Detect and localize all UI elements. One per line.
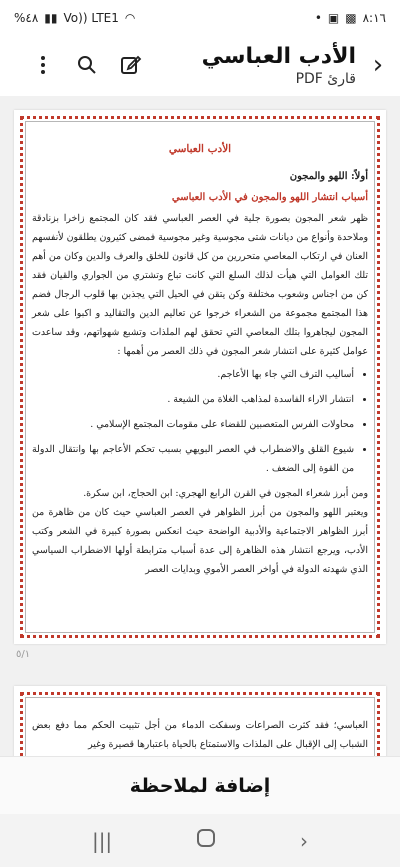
home-icon[interactable] <box>196 828 216 853</box>
document-heading: الأدب العباسي <box>168 143 232 155</box>
recent-apps-icon[interactable]: ||| <box>91 828 113 853</box>
paragraph: ويعتبر اللهو والمجون من أبرز الظواهر في العصر العباسي حيث كان من ظاهرة من أبرز الظواهر الاجتماعية والأدبية الواضحة حيث انعكس بصورة كبيرة في الشعر وكتب الأدب، ويرجع انتشار هذه الظاهرة إلى عدة أسباب مترابطة أولها الاضطراب السياسي الذي شهدته الدولة في أواخر العصر الأموي وبدايات العصر <box>32 507 368 575</box>
section-title-1: أولاً: اللهو والمجون <box>289 171 368 182</box>
status-bar <box>0 0 400 36</box>
list-item: • أساليب الترف التي جاء بها الأعاجم. <box>32 365 354 384</box>
status-left <box>14 11 135 25</box>
battery-percentage: %٤٨ <box>14 11 39 25</box>
app-bar <box>0 36 400 94</box>
page-indicator: ٥/١ <box>16 649 31 660</box>
pdf-viewer[interactable] <box>0 96 400 756</box>
system-nav-bar <box>0 814 400 867</box>
page-subtitle: قارئ PDF <box>295 70 356 87</box>
page-title: الأدب العباسي <box>201 43 356 69</box>
back-icon[interactable]: › <box>300 828 309 853</box>
image-icon: ▩ <box>345 11 357 25</box>
edit-icon[interactable] <box>118 52 144 78</box>
app-notification-icon: ▣ <box>327 11 340 25</box>
pdf-page-2 <box>14 686 386 756</box>
title-block <box>144 44 366 87</box>
clock: ٨:١٦ <box>362 11 386 25</box>
reasons-list <box>32 365 368 478</box>
toolbar-actions <box>10 52 144 78</box>
list-item: • شيوع القلق والاضطراب في العصر البويهي بسبب تحكم الأعاجم بها وانتقال الدولة من القوة إلى الضعف . <box>32 440 354 478</box>
pdf-page-1 <box>14 110 386 644</box>
search-icon[interactable] <box>74 52 100 78</box>
list-item: • انتشار الاراء الفاسدة لمذاهب الغلاة من الشيعة . <box>32 390 354 409</box>
network-label: Vo)) LTE1 <box>63 11 119 25</box>
status-right <box>315 11 386 25</box>
signal-icon: ▮▮ <box>44 11 58 25</box>
notification-dot-icon: • <box>314 11 322 25</box>
page-2-content <box>32 716 368 754</box>
paragraph: ظهر شعر المجون بصورة جلية في العصر العباسي فقد كان المجتمع زاخرا بزنادقة وملاحدة وأنواع من ديانات شتى مجوسية وغير مجوسية فمضى كثيرون يطلقون لأنفسهم العنان في ارتكاب المعاصي متحررين من كل قانون للخلق والعرف والدين وكان من أهم تلك العوامل التي هيأت لذلك السلع التي كانت تباع وتشتري من الجواري والقيان فقد كن من اجناس وشعوب مختلفة وكن يتقن في الحيل التي يجذبن بها قلوب الرجال فضم هذا المجتمع مجموعة من الشعراء خرجوا عن تعاليم الدين والتقاليد و اكبوا على شعر المجون ليجاهروا بتلك المعاصي التي تحقق لهم الملذات وتشبع شهواتهم، وقد ساعدت عوامل كثيرة على انتشار شعر المجون في ذلك العصر من أهمها : <box>32 213 368 357</box>
back-chevron-icon[interactable]: › <box>372 50 384 80</box>
add-note-button[interactable]: إضافة لملاحظة <box>0 756 400 814</box>
paragraph: ومن أبرز شعراء المجون في القرن الرابع الهجري: ابن الحجاج، ابن سكرة. <box>83 488 368 499</box>
section-title-2: أسباب انتشار اللهو والمجون في الأدب العباسي <box>171 192 368 203</box>
wifi-icon: ◠ <box>124 11 136 25</box>
page-1-content <box>32 140 368 579</box>
more-vertical-icon[interactable] <box>30 52 56 78</box>
paragraph: العباسي؛ فقد كثرت الصراعات وسفكت الدماء من أجل تثبيت الحكم مما دفع بعض الشباب إلى الإقبال على الملذات والاستمتاع بالحياة باعتبارها قصيرة وغير <box>32 720 368 750</box>
list-item: • محاولات الفرس المتعصبين للقضاء على مقومات المجتمع الإسلامي . <box>32 415 354 434</box>
